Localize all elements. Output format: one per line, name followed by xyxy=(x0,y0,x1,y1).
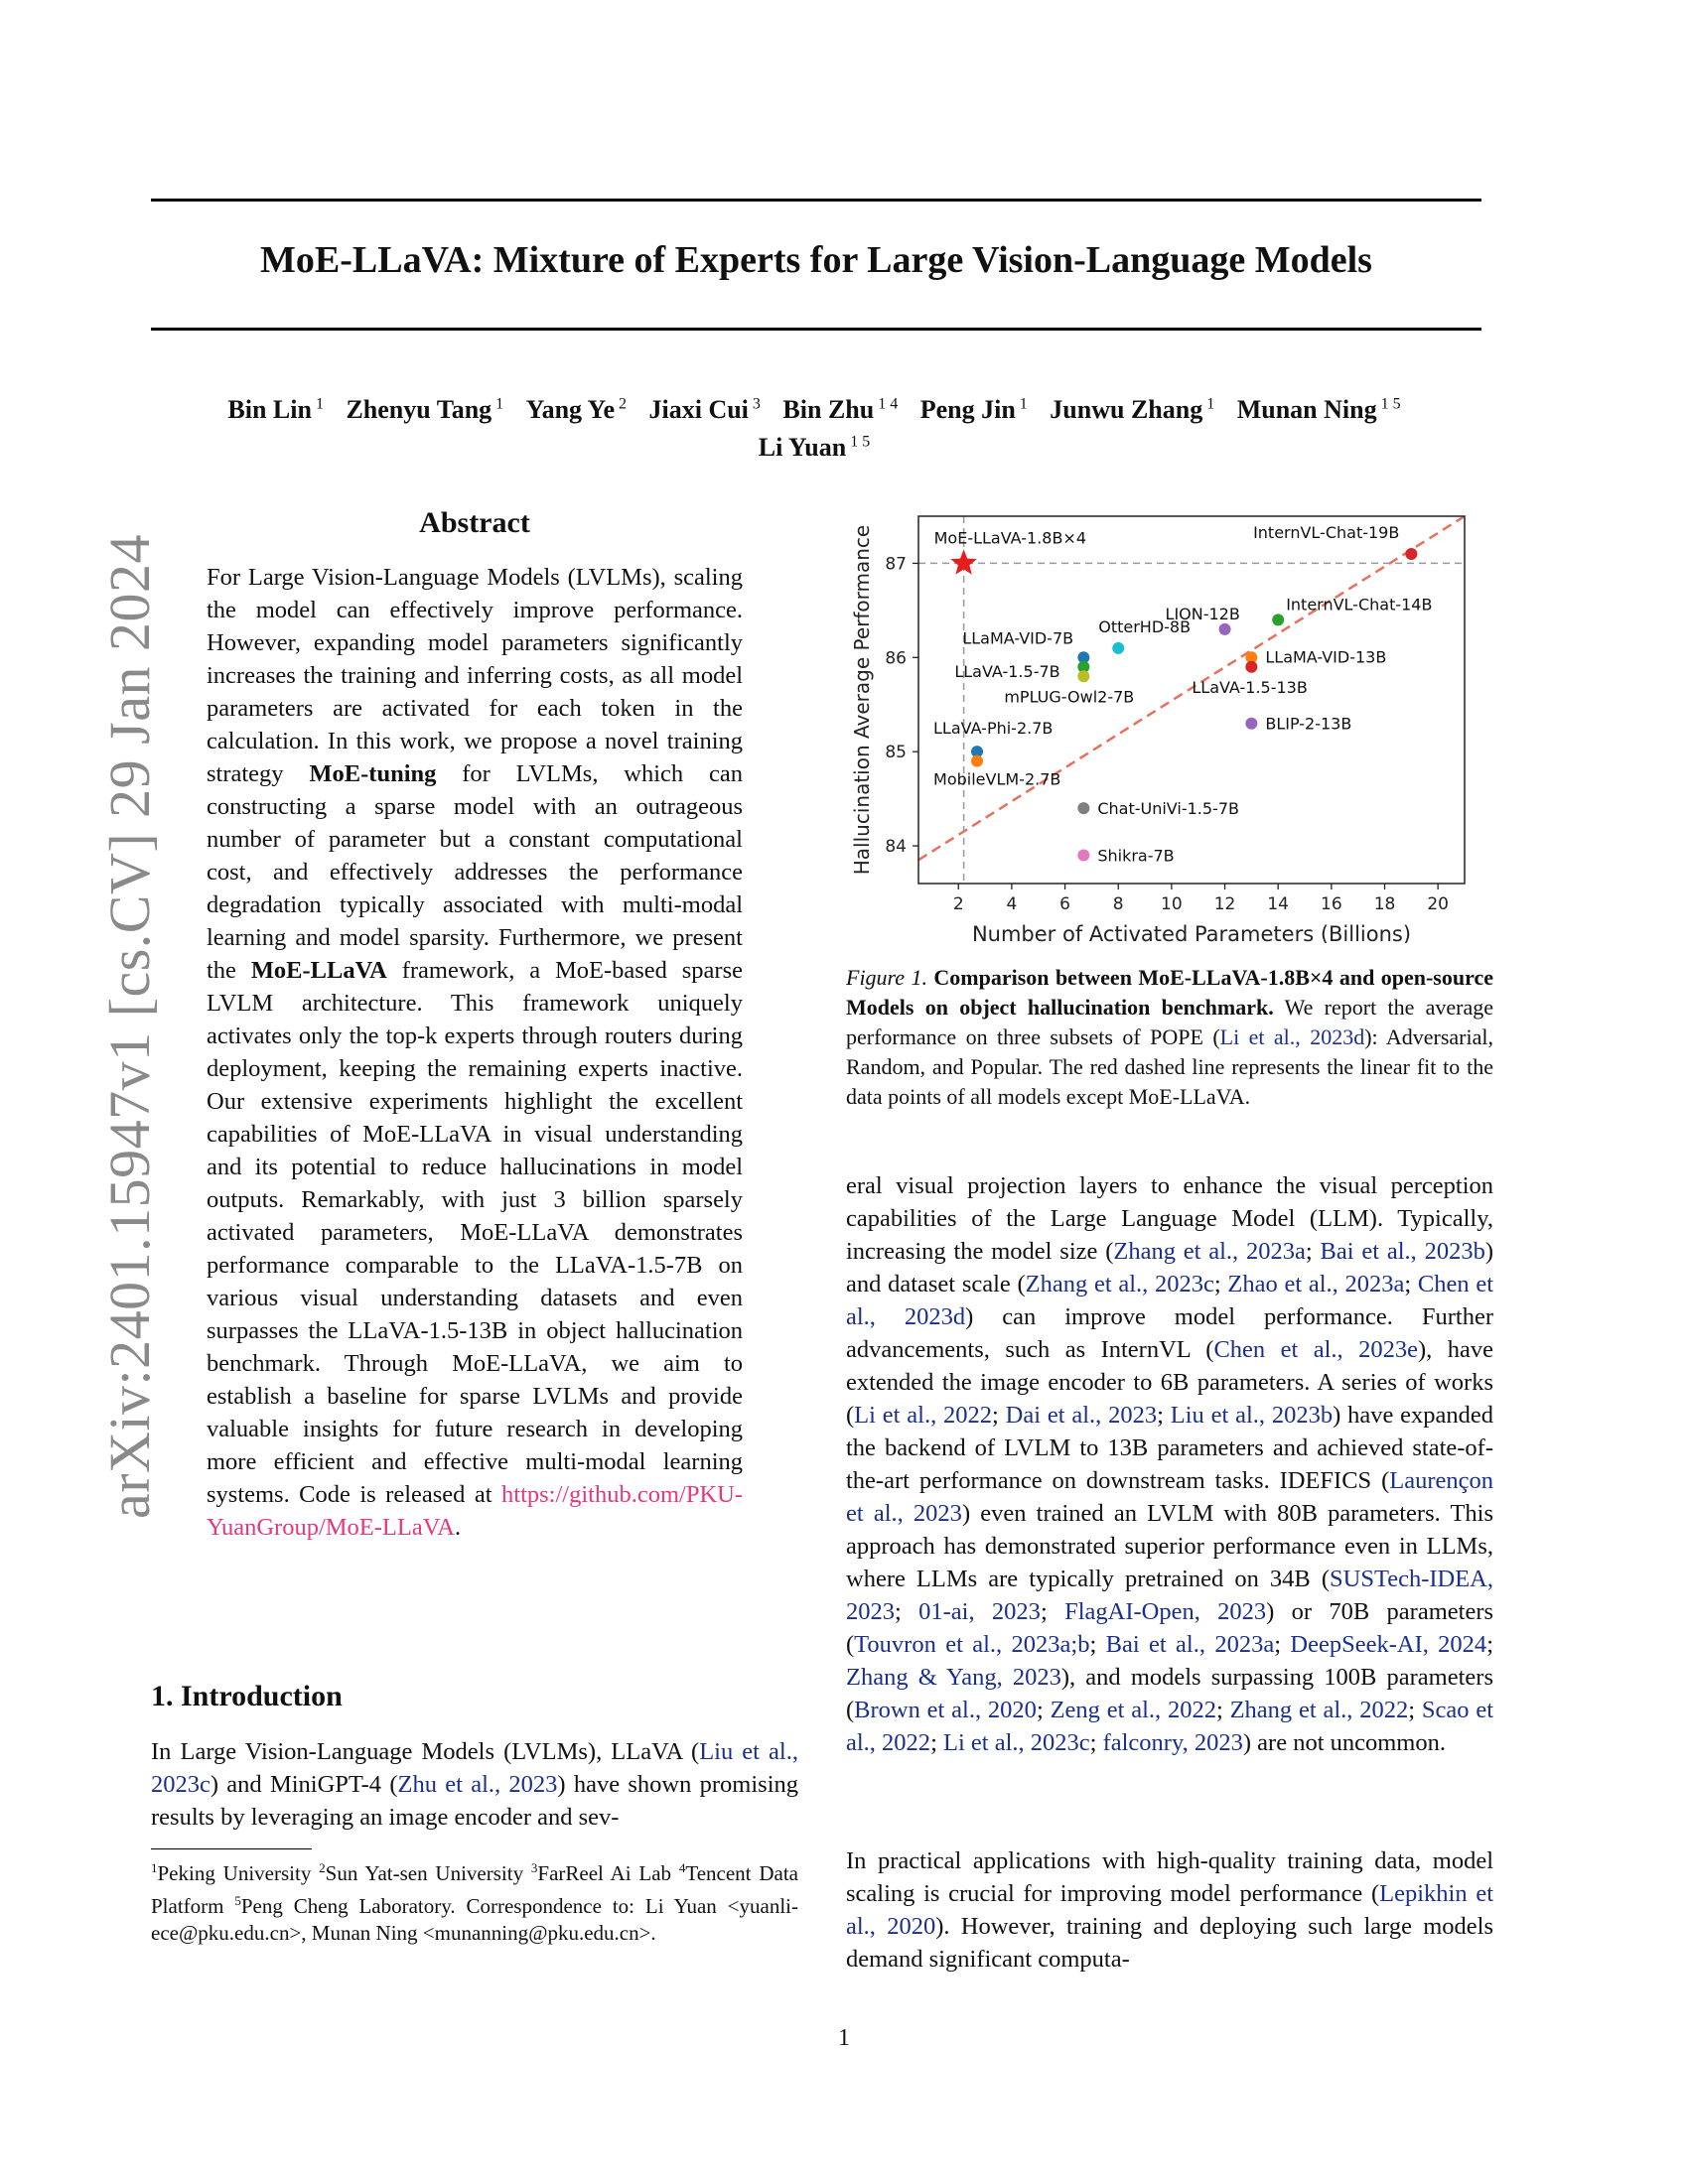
data-point xyxy=(1219,623,1231,635)
author-name: Bin Zhu $^{1 4}$ xyxy=(782,394,899,424)
citation-link[interactable]: Bai et al., 2023b xyxy=(1320,1238,1485,1265)
data-point-label: LLaVA-1.5-7B xyxy=(954,661,1060,681)
x-tick-label: 16 xyxy=(1321,894,1342,914)
intro-body-paragraph-2: In practical applications with high-quality training data, model scaling is crucial for improving model performance (Lepikhin et al., 2020). However, training and deploying such large models demand significant computa- xyxy=(846,1847,1493,1973)
x-tick-label: 14 xyxy=(1267,894,1290,914)
abstract-body: For Large Vision-Language Models (LVLMs), scaling the model can effectively improve performance. However, expanding model parameters significantly increases the training and inferring costs, as all model parameters are activated for each token in the calculation. In this work, we propose a novel training strategy MoE-tuning for LVLMs, which can constructing a sparse model with an outrageous number of parameter but a constant computational cost, and effectively addresses the performance degradation typically associated with multi-modal learning and model sparsity. Furthermore, we present the MoE-LLaVA framework, a MoE-based sparse LVLM architecture. This framework uniquely activates only the top-k experts through routers during deployment, keeping the remaining experts inactive. Our extensive experiments highlight the excellent capabilities of MoE-LLaVA in visual understanding and its potential to reduce hallucinations in model outputs. Remarkably, with just 3 billion sparsely activated parameters, MoE-LLaVA demonstrates performance comparable to the LLaVA-1.5-7B on various visual understanding datasets and even surpasses the LLaVA-1.5-13B in object hallucination benchmark. Through MoE-LLaVA, we aim to establish a baseline for sparse LVLMs and provide valuable insights for future research in developing more efficient and effective multi-modal learning systems. Code is released at https://github.com/PKU-YuanGroup/MoE-LLaVA. xyxy=(207,564,743,1541)
title-bottom-rule xyxy=(151,328,1481,331)
data-point xyxy=(1245,661,1257,673)
citation-link[interactable]: Chen et al., 2023e xyxy=(1213,1336,1418,1363)
framework-name: MoE-LLaVA xyxy=(250,957,387,984)
author-affiliation: 1 xyxy=(1015,395,1028,412)
figure-caption: Figure 1. Comparison between MoE-LLaVA-1.8B×4 and open-source Models on object hallucination benchmark. We report the average performance on three subsets of POPE (Li et al., 2023d): Adversarial, Random, and Popular. The red dashed line represents the linear fit to the data points of all models except MoE-LLaVA. xyxy=(846,965,1493,1109)
citation-link[interactable]: Li et al., 2022 xyxy=(854,1402,993,1429)
citation-link[interactable]: Scao et al., 2022 xyxy=(846,1697,1493,1756)
data-point xyxy=(1245,718,1257,730)
citation-link[interactable]: Zhang et al., 2023c xyxy=(1025,1271,1214,1297)
author-affiliation: 1 xyxy=(492,395,504,412)
citation-link[interactable]: SUSTech-IDEA, 2023 xyxy=(846,1566,1493,1625)
data-point-label: Shikra-7B xyxy=(1097,846,1175,866)
author-list xyxy=(169,387,1460,464)
citation-link[interactable]: Liu et al., 2023c xyxy=(151,1738,798,1798)
citation-link[interactable]: Zhu et al., 2023 xyxy=(397,1771,558,1798)
citation-link[interactable]: Zhang et al., 2022 xyxy=(1229,1697,1409,1723)
data-point xyxy=(1077,850,1089,862)
y-tick-label: 84 xyxy=(885,837,907,858)
data-point xyxy=(1112,642,1124,654)
citation-link[interactable]: Li et al., 2023d xyxy=(1219,1024,1365,1049)
author-affiliation: 1 5 xyxy=(1376,395,1401,412)
x-tick-label: 6 xyxy=(1059,894,1070,914)
author-name: Bin Lin $^1$ xyxy=(227,394,324,424)
paper-title: MoE-LLaVA: Mixture of Experts for Large Vision-Language Models xyxy=(260,239,1372,281)
citation-link[interactable]: Dai et al., 2023 xyxy=(1005,1402,1158,1429)
citation-link[interactable]: Touvron et al., 2023a;b xyxy=(854,1631,1090,1658)
citation-link[interactable]: 01-ai, 2023 xyxy=(918,1598,1041,1625)
data-point-label: BLIP-2-13B xyxy=(1265,714,1352,734)
data-point-label: MobileVLM-2.7B xyxy=(933,769,1061,789)
data-point-label: InternVL-Chat-19B xyxy=(1253,522,1400,542)
data-point-label: LLaVA-Phi-2.7B xyxy=(933,719,1054,739)
author-affiliation: 1 5 xyxy=(846,433,871,451)
footnote-rule xyxy=(151,1848,312,1849)
author-name: Peng Jin $^1$ xyxy=(919,394,1028,424)
intro-body-continued: eral visual projection layers to enhance the visual perception capabilities of the Large Language Model (LLM). Typically, increasing the model size (Zhang et al., 2023a; Bai et al., 2023b) and dataset scale (Zhang et al., 2023c; Zhao et al., 2023a; Chen et al., 2023d) can improve model performance. Further advancements, such as InternVL (Chen et al., 2023e), have extended the image encoder to 6B parameters. A series of works (Li et al., 2022; Dai et al., 2023; Liu et al., 2023b) have expanded the backend of LVLM to 13B parameters and achieved state-of-the-art performance on downstream tasks. IDEFICS (Laurençon et al., 2023) even trained an LVLM with 80B parameters. This approach has demonstrated superior performance even in LLMs, where LLMs are typically pretrained on 34B (SUSTech-IDEA, 2023; 01-ai, 2023; FlagAI-Open, 2023) or 70B parameters (Touvron et al., 2023a;b; Bai et al., 2023a; DeepSeek-AI, 2024; Zhang & Yang, 2023), and models surpassing 100B parameters (Brown et al., 2020; Zeng et al., 2022; Zhang et al., 2022; Scao et al., 2022; Li et al., 2023c; falconry, 2023) are not uncommon. xyxy=(846,1172,1494,1756)
page-number: 1 xyxy=(838,2025,850,2051)
citation-link[interactable]: Zhao et al., 2023a xyxy=(1227,1271,1405,1297)
hallucination-scatter-chart xyxy=(839,506,1494,943)
citation-link[interactable]: DeepSeek-AI, 2024 xyxy=(1290,1631,1487,1658)
affiliation-footnote: $^1$Peking University $^2$Sun Yat-sen University $^3$FarReel Ai Lab $^4$Tencent Data Platform $^5$Peng Cheng Laboratory. Correspondence to: Li Yuan <yuanli-ece@pku.edu.cn>, Munan Ning <munanning@pku.edu.cn>. xyxy=(151,1860,798,1945)
data-point-label: mPLUG-Owl2-7B xyxy=(1004,687,1135,707)
x-tick-label: 18 xyxy=(1373,894,1396,914)
citation-link[interactable]: falconry, 2023 xyxy=(1102,1729,1243,1756)
code-link[interactable]: https://github.com/PKU-YuanGroup/MoE-LLaVA xyxy=(207,1481,743,1541)
citation-link[interactable]: Li et al., 2023c xyxy=(943,1729,1090,1756)
citation-link[interactable]: Brown et al., 2020 xyxy=(854,1697,1037,1723)
y-tick-label: 87 xyxy=(885,554,907,575)
author-affiliation: 1 xyxy=(1202,395,1215,412)
data-point xyxy=(1077,670,1089,682)
author-affiliation: 1 xyxy=(311,395,324,412)
author-affiliation: 1 4 xyxy=(874,395,899,412)
author-affiliation: 3 xyxy=(748,395,761,412)
citation-link[interactable]: Zhang & Yang, 2023 xyxy=(846,1664,1061,1691)
data-point-label: Chat-UniVi-1.5-7B xyxy=(1097,799,1239,819)
author-name: Zhenyu Tang $^1$ xyxy=(346,394,504,424)
author-name: Jiaxi Cui $^3$ xyxy=(648,394,761,424)
data-point-label: MoE-LLaVA-1.8B×4 xyxy=(933,528,1087,548)
intro-heading: 1. Introduction xyxy=(151,1680,343,1712)
author-name: Junwu Zhang $^1$ xyxy=(1050,394,1215,424)
data-point-label: LLaMA-VID-7B xyxy=(962,628,1074,648)
x-tick-label: 10 xyxy=(1161,894,1183,914)
y-tick-label: 85 xyxy=(885,743,907,763)
plot-frame xyxy=(918,516,1465,884)
data-point-label: LLaMA-VID-13B xyxy=(1265,647,1387,667)
data-point xyxy=(1272,614,1284,625)
x-tick-label: 20 xyxy=(1427,894,1449,914)
citation-link[interactable]: Laurençon et al., 2023 xyxy=(846,1467,1493,1527)
figure-label: Figure 1. xyxy=(846,965,927,990)
data-point-label: InternVL-Chat-14B xyxy=(1286,595,1433,614)
author-name: Li Yuan $^{1 5}$ xyxy=(758,433,871,463)
citation-link[interactable]: Chen et al., 2023d xyxy=(846,1271,1494,1330)
arxiv-stamp: arXiv:2401.15947v1 [cs.CV] 29 Jan 2024 xyxy=(97,533,162,1519)
intro-body: In Large Vision-Language Models (LVLMs), LLaVA (Liu et al., 2023c) and MiniGPT-4 (Zhu et al., 2023) have shown promising results by leveraging an image encoder and sev- xyxy=(151,1738,799,1831)
x-tick-label: 8 xyxy=(1112,894,1124,914)
x-tick-label: 4 xyxy=(1006,894,1018,914)
x-tick-label: 2 xyxy=(952,894,964,914)
data-point xyxy=(971,755,983,767)
data-point-label: OtterHD-8B xyxy=(1098,616,1192,636)
data-point-label: LION-12B xyxy=(1165,604,1240,623)
citation-link[interactable]: FlagAI-Open, 2023 xyxy=(1064,1598,1267,1625)
y-axis-label: Hallucination Average Performance xyxy=(850,524,874,876)
title-top-rule xyxy=(151,199,1481,202)
author-name: Yang Ye $^2$ xyxy=(525,394,627,424)
x-tick-label: 12 xyxy=(1213,894,1236,914)
citation-link[interactable]: Bai et al., 2023a xyxy=(1105,1631,1275,1658)
data-point-label: LLaVA-1.5-13B xyxy=(1192,677,1308,697)
author-name: Munan Ning $^{1 5}$ xyxy=(1236,394,1401,424)
abstract-heading: Abstract xyxy=(419,506,530,539)
citation-link[interactable]: Liu et al., 2023b xyxy=(1170,1402,1334,1429)
data-point xyxy=(1405,548,1417,560)
y-tick-label: 86 xyxy=(885,648,907,669)
x-axis-label: Number of Activated Parameters (Billions) xyxy=(971,922,1412,943)
data-point xyxy=(1077,802,1089,814)
author-affiliation: 2 xyxy=(615,395,627,412)
citation-link[interactable]: Zeng et al., 2022 xyxy=(1050,1697,1216,1723)
citation-link[interactable]: Zhang et al., 2023a xyxy=(1113,1238,1306,1265)
method-name: MoE-tuning xyxy=(309,760,437,787)
citation-link[interactable]: Lepikhin et al., 2020 xyxy=(846,1880,1493,1940)
